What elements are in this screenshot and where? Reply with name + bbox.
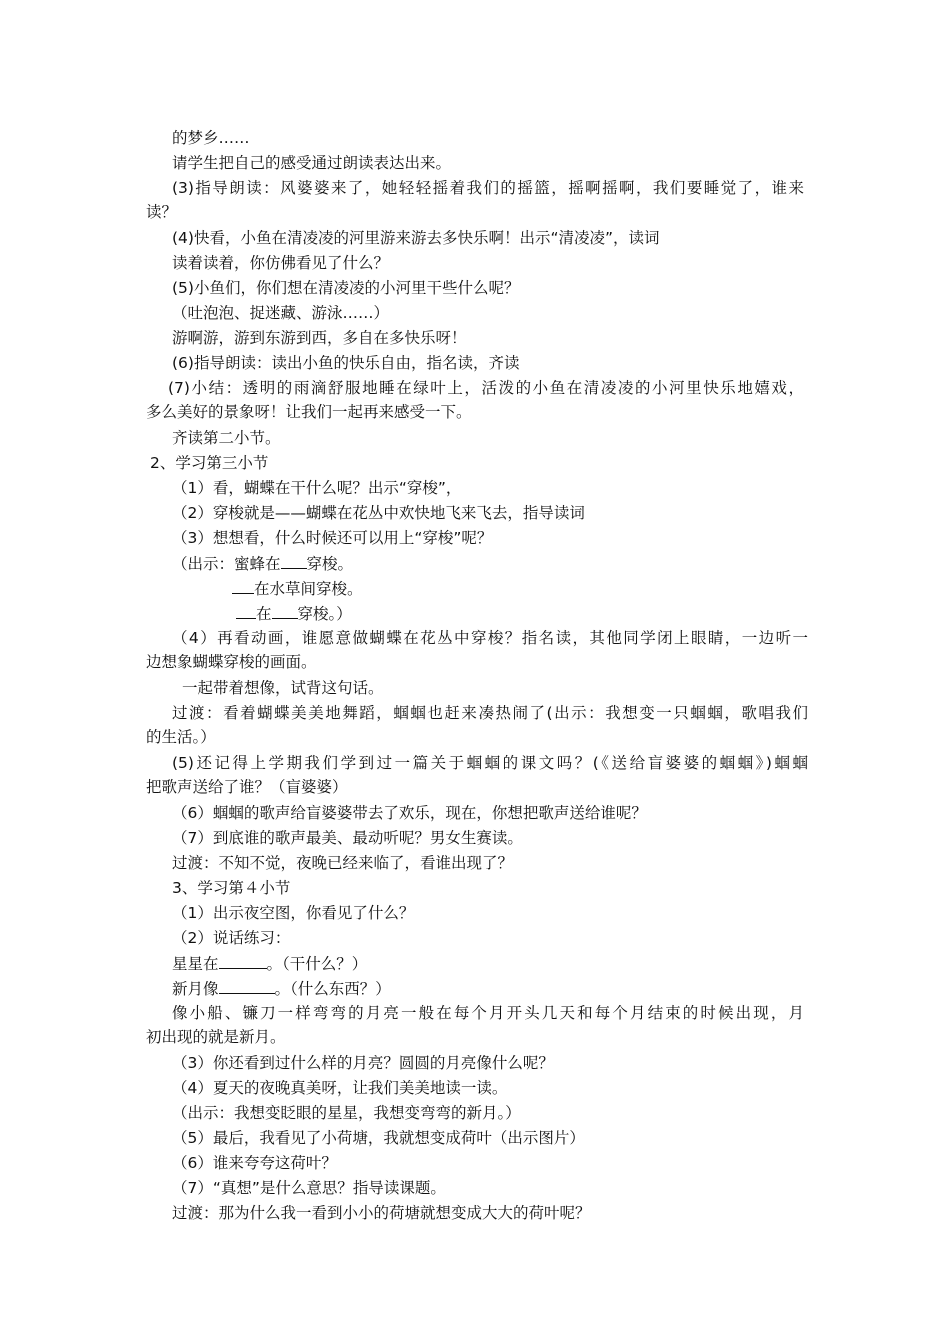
text-line: (3)指导朗读：风婆婆来了，她轻轻摇着我们的摇篮，摇啊摇啊，我们要睡觉了，谁来 [172,179,804,197]
fill-blank-line: 新月像 。（什么东西？） [172,980,391,998]
text-line: （3）想想看，什么时候还可以用上“穿梭”呢？ [172,529,493,547]
text-line: （2）穿梭就是——蝴蝶在花丛中欢快地飞来飞去，指导读词 [172,504,585,522]
text-line: （吐泡泡、捉迷藏、游泳……） [172,304,390,322]
text-line: (7)小结：透明的雨滴舒服地睡在绿叶上，活泼的小鱼在清凌凌的小河里快乐地嬉戏， [168,379,804,397]
text-line: 边想象蝴蝶穿梭的画面。 [146,653,317,671]
text-line: （出示：我想变眨眼的星星，我想变弯弯的新月。） [172,1104,521,1122]
text-line: 请学生把自己的感受通过朗读表达出来。 [172,154,452,172]
text-line: （1）出示夜空图，你看见了什么？ [172,904,415,922]
fill-blank-line: （出示：蜜蜂在 穿梭。 [172,555,354,573]
text-line: 齐读第二小节。 [172,429,281,447]
text-line: （2）说话练习： [172,929,291,947]
text-line: 一起带着想像，试背这句话。 [182,679,384,697]
text-line: 读着读着，你仿佛看见了什么？ [172,254,390,272]
text-line: 游啊游，游到东游到西，多自在多快乐呀！ [172,329,467,347]
text-line: (6)指导朗读：读出小鱼的快乐自由，指名读，齐读 [172,354,520,372]
text-line: （5）最后，我看见了小荷塘，我就想变成荷叶（出示图片） [172,1129,585,1147]
blank-underline [219,953,267,969]
text-line: (4)快看，小鱼在清凌凌的河里游来游去多快乐啊！出示“清凌凌”，读词 [172,229,660,247]
text-line: （1）看，蝴蝶在干什么呢？出示“穿梭”， [172,479,462,497]
text-line: 像小船、镰刀一样弯弯的月亮一般在每个月开头几天和每个月结束的时候出现，月 [172,1004,804,1022]
section-heading: 2、学习第三小节 [150,454,269,472]
text-line: 初出现的就是新月。 [146,1028,286,1046]
text-line: 的生活。） [146,728,216,746]
blank-underline [232,578,254,594]
text-line: 多么美好的景象呀！让我们一起再来感受一下。 [146,403,472,421]
text-line: （6）谁来夸夸这荷叶？ [172,1154,337,1172]
section-heading: 3、学习第４小节 [172,879,291,897]
blank-underline [281,553,307,569]
text-line: (5)小鱼们，你们想在清凌凌的小河里干些什么呢？ [172,279,520,297]
blank-underline [219,978,275,994]
text-line: （4）再看动画，谁愿意做蝴蝶在花丛中穿梭？指名读，其他同学闭上眼睛，一边听一 [172,629,808,647]
text-line: 过渡：那为什么我一看到小小的荷塘就想变成大大的荷叶呢？ [172,1204,591,1222]
text-line: 读？ [146,203,178,221]
fill-blank-line: 在水草间穿梭。 [232,578,363,599]
text-line: 把歌声送给了谁？（盲婆婆） [146,778,348,796]
text-line: 过渡：看着蝴蝶美美地舞蹈，蝈蝈也赶来凑热闹了(出示：我想变一只蝈蝈，歌唱我们 [172,704,808,722]
blank-underline [236,603,256,619]
blank-underline [272,603,298,619]
text-line: 的梦乡…… [172,129,250,147]
text-line: （7）到底谁的歌声最美、最动听呢？男女生赛读。 [172,829,523,847]
fill-blank-line: 在 穿梭。） [236,603,352,624]
fill-blank-line: 星星在 。（干什么？） [172,955,368,973]
text-line: （7）“真想”是什么意思？指导读课题。 [172,1179,446,1197]
text-line: （4）夏天的夜晚真美呀，让我们美美地读一读。 [172,1079,508,1097]
text-line: （6）蝈蝈的歌声给盲婆婆带去了欢乐，现在，你想把歌声送给谁呢？ [172,804,647,822]
text-line: （3）你还看到过什么样的月亮？圆圆的月亮像什么呢？ [172,1054,554,1072]
text-line: (5)还记得上学期我们学到过一篇关于蝈蝈的课文吗？(《送给盲婆婆的蝈蝈》)蝈蝈 [172,754,808,772]
text-line: 过渡：不知不觉，夜晚已经来临了，看谁出现了？ [172,854,514,872]
